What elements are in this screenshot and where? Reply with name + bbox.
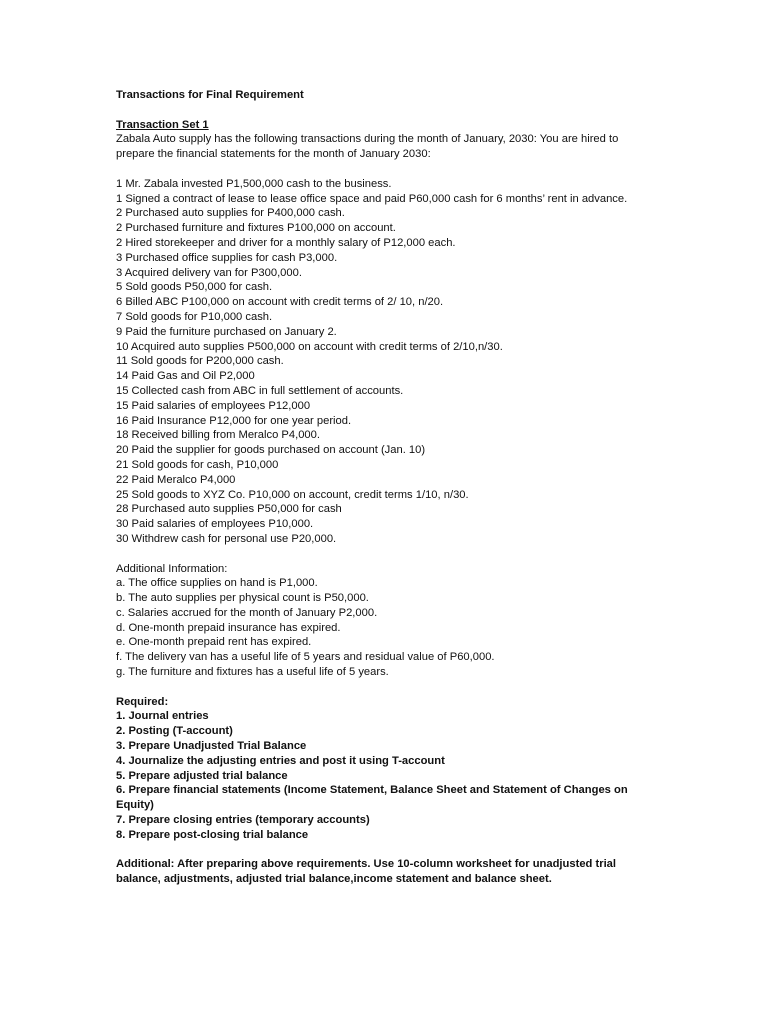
transaction-item: 20 Paid the supplier for goods purchased on account (Jan. 10) bbox=[116, 444, 426, 457]
required-heading: Required: bbox=[116, 695, 169, 708]
transaction-item: 1 Mr. Zabala invested P1,500,000 cash to the business. bbox=[116, 177, 392, 190]
required-item: 7. Prepare closing entries (temporary accounts) bbox=[116, 814, 370, 827]
final-note bbox=[116, 857, 656, 887]
transaction-item: 30 Withdrew cash for personal use P20,000. bbox=[116, 532, 337, 545]
transaction-item: 2 Purchased furniture and fixtures P100,000 on account. bbox=[116, 222, 396, 235]
required-item: 1. Journal entries bbox=[116, 710, 209, 723]
transaction-item: 9 Paid the furniture purchased on January 2. bbox=[116, 325, 337, 338]
transaction-item: 3 Purchased office supplies for cash P3,000. bbox=[116, 251, 338, 264]
additional-info-item: e. One-month prepaid rent has expired. bbox=[116, 636, 312, 649]
transaction-item: 25 Sold goods to XYZ Co. P10,000 on account, credit terms 1/10, n/30. bbox=[116, 488, 469, 501]
additional-info-item: c. Salaries accrued for the month of January P2,000. bbox=[116, 606, 378, 619]
transaction-item: 18 Received billing from Meralco P4,000. bbox=[116, 429, 320, 442]
spacer bbox=[116, 843, 656, 858]
transaction-item: 15 Paid salaries of employees P12,000 bbox=[116, 399, 311, 412]
document-title: Transactions for Final Requirement bbox=[116, 89, 304, 101]
additional-info-heading: Additional Information: bbox=[116, 562, 228, 575]
required-list bbox=[116, 709, 656, 842]
spacer bbox=[116, 162, 656, 177]
required-item: 4. Journalize the adjusting entries and post it using T-account bbox=[116, 754, 445, 767]
transaction-item: 6 Billed ABC P100,000 on account with credit terms of 2/ 10, n/20. bbox=[116, 296, 444, 309]
spacer bbox=[116, 547, 656, 562]
transaction-item: 3 Acquired delivery van for P300,000. bbox=[116, 266, 302, 279]
spacer bbox=[116, 103, 656, 118]
required-item: 3. Prepare Unadjusted Trial Balance bbox=[116, 740, 307, 753]
final-note-line: balance, adjustments, adjusted trial balance,income statement and balance sheet. bbox=[116, 873, 552, 886]
transaction-item: 30 Paid salaries of employees P10,000. bbox=[116, 518, 314, 531]
transaction-item: 28 Purchased auto supplies P50,000 for cash bbox=[116, 503, 342, 516]
additional-info-list bbox=[116, 576, 656, 680]
additional-info-item: b. The auto supplies per physical count is P50,000. bbox=[116, 592, 369, 605]
required-item: 2. Posting (T-account) bbox=[116, 725, 233, 738]
required-item: Equity) bbox=[116, 799, 154, 812]
final-note-line: Additional: After preparing above requirements. Use 10-column worksheet for unadjusted trial bbox=[116, 858, 617, 871]
document-body bbox=[116, 88, 656, 887]
transaction-item: 10 Acquired auto supplies P500,000 on account with credit terms of 2/10,n/30. bbox=[116, 340, 503, 353]
additional-info-item: a. The office supplies on hand is P1,000. bbox=[116, 577, 318, 590]
transaction-item: 15 Collected cash from ABC in full settlement of accounts. bbox=[116, 384, 404, 397]
transaction-list bbox=[116, 177, 656, 547]
transaction-item: 16 Paid Insurance P12,000 for one year period. bbox=[116, 414, 352, 427]
transaction-item: 1 Signed a contract of lease to lease office space and paid P60,000 cash for 6 months’ rent in advance. bbox=[116, 192, 628, 205]
transaction-item: 14 Paid Gas and Oil P2,000 bbox=[116, 370, 255, 383]
transaction-item: 22 Paid Meralco P4,000 bbox=[116, 473, 236, 486]
spacer bbox=[116, 680, 656, 695]
transaction-item: 7 Sold goods for P10,000 cash. bbox=[116, 310, 273, 323]
transaction-item: 2 Purchased auto supplies for P400,000 cash. bbox=[116, 207, 345, 220]
required-item: 5. Prepare adjusted trial balance bbox=[116, 769, 288, 782]
transaction-item: 21 Sold goods for cash, P10,000 bbox=[116, 458, 279, 471]
additional-info-item: g. The furniture and fixtures has a useful life of 5 years. bbox=[116, 666, 389, 679]
transaction-item: 11 Sold goods for P200,000 cash. bbox=[116, 355, 284, 368]
additional-info-item: d. One-month prepaid insurance has expired. bbox=[116, 621, 341, 634]
intro-line: prepare the financial statements for the month of January 2030: bbox=[116, 148, 431, 161]
intro-line: Zabala Auto supply has the following transactions during the month of January, 2030: You are hired to bbox=[116, 133, 619, 146]
required-item: 8. Prepare post-closing trial balance bbox=[116, 828, 309, 841]
transaction-set-heading: Transaction Set 1 bbox=[116, 118, 209, 131]
transaction-item: 2 Hired storekeeper and driver for a monthly salary of P12,000 each. bbox=[116, 236, 456, 249]
additional-info-item: f. The delivery van has a useful life of 5 years and residual value of P60,000. bbox=[116, 651, 495, 664]
required-item: 6. Prepare financial statements (Income Statement, Balance Sheet and Statement of Changes on bbox=[116, 784, 628, 797]
transaction-item: 5 Sold goods P50,000 for cash. bbox=[116, 281, 273, 294]
